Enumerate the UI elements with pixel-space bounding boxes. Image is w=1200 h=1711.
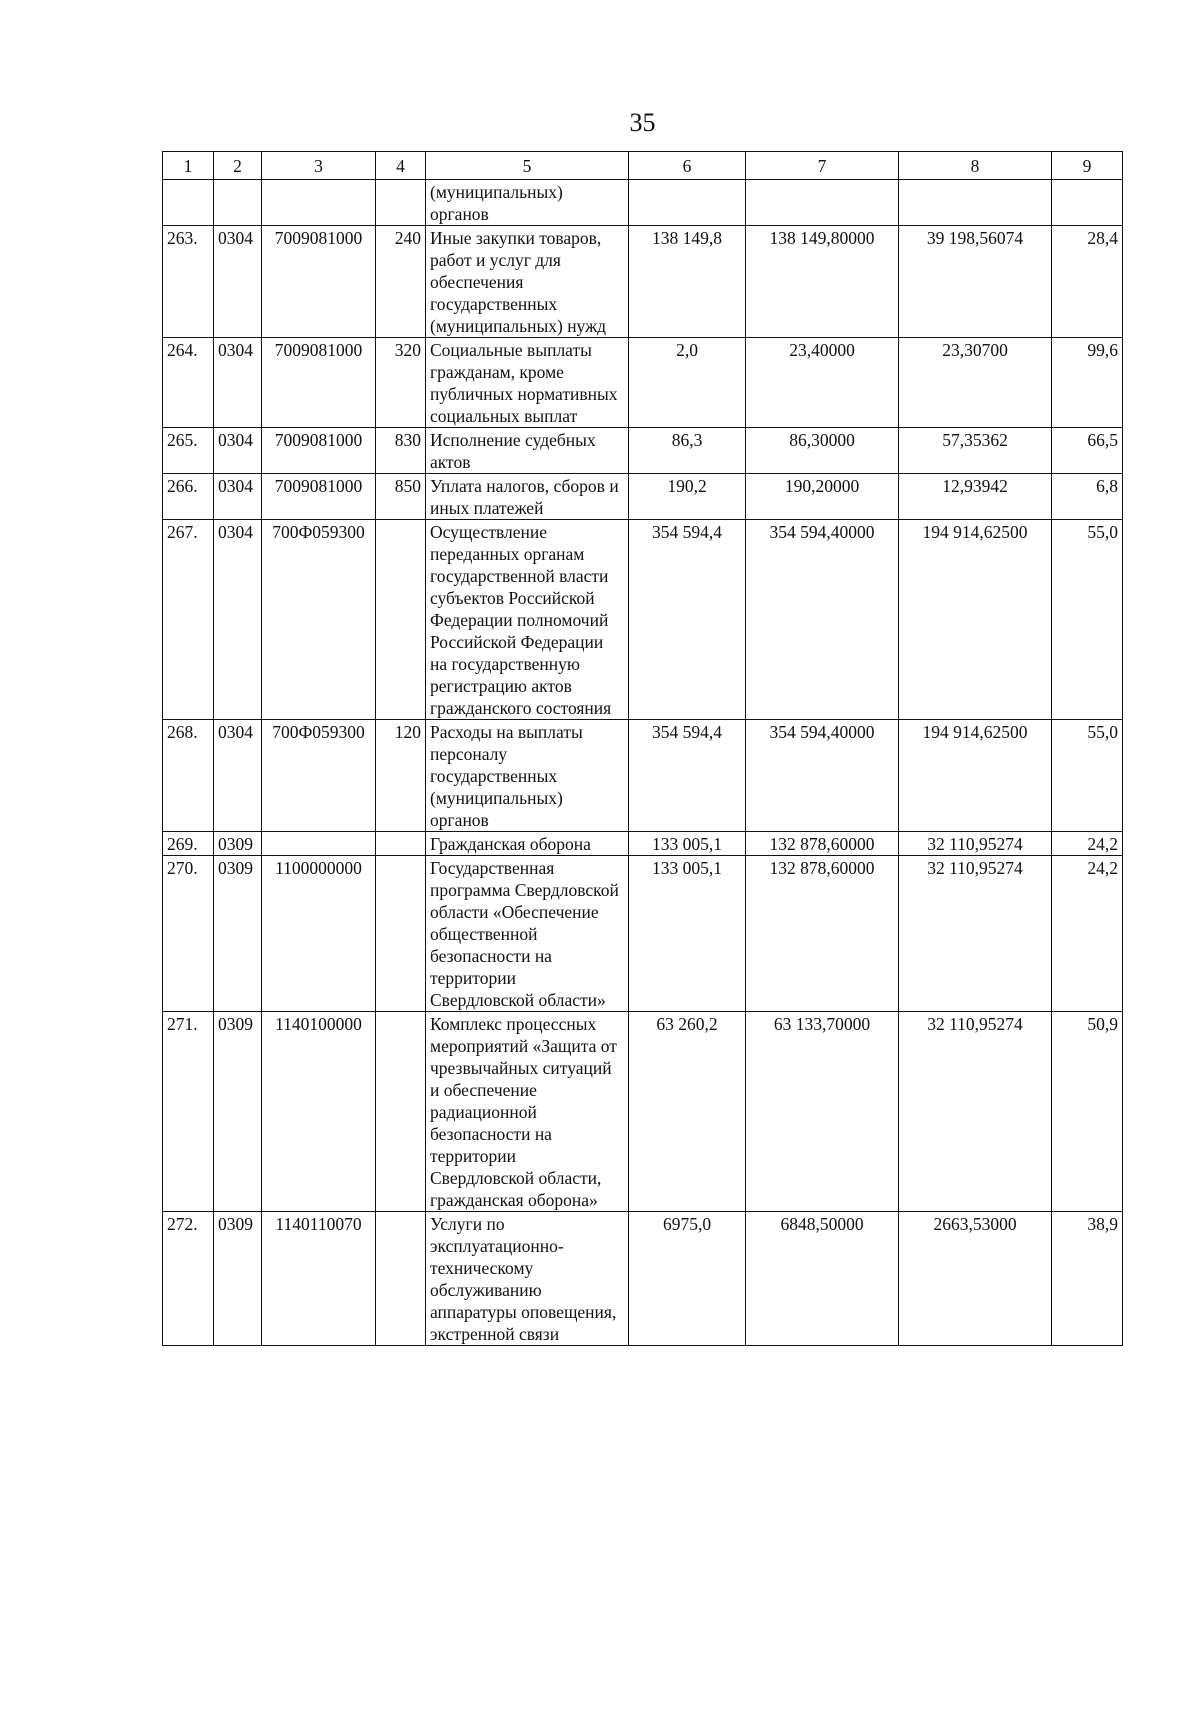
item-name-cell: Расходы на выплаты персоналу государственных (муниципальных) органов: [426, 720, 629, 832]
execution-percent-cell: 24,2: [1052, 856, 1123, 1012]
item-name-cell: Уплата налогов, сборов и иных платежей: [426, 474, 629, 520]
item-name-cell: Гражданская оборона: [426, 832, 629, 856]
row-number-cell: 264.: [163, 338, 214, 428]
item-name-cell: (муниципальных) органов: [426, 180, 629, 226]
column-header: [214, 152, 262, 180]
table-body: [163, 180, 1123, 1346]
section-code-cell: 0304: [214, 520, 262, 720]
row-number-cell: 268.: [163, 720, 214, 832]
executed-amount-cell: 12,93942: [899, 474, 1052, 520]
target-article-cell: 7009081000: [262, 428, 376, 474]
expense-kind-cell: [376, 856, 426, 1012]
approved-amount-cell: 133 005,1: [629, 832, 746, 856]
column-header: [746, 152, 899, 180]
expense-kind-cell: 320: [376, 338, 426, 428]
table-row: [163, 1012, 1123, 1212]
revised-amount-cell: 86,30000: [746, 428, 899, 474]
executed-amount-cell: 32 110,95274: [899, 1012, 1052, 1212]
table-row: [163, 1212, 1123, 1346]
table-row: [163, 720, 1123, 832]
approved-amount-cell: [629, 180, 746, 226]
revised-amount-cell: 132 878,60000: [746, 832, 899, 856]
executed-amount-cell: 194 914,62500: [899, 520, 1052, 720]
approved-amount-cell: 354 594,4: [629, 520, 746, 720]
expense-kind-cell: 120: [376, 720, 426, 832]
approved-amount-cell: 138 149,8: [629, 226, 746, 338]
column-header-label: 4: [396, 155, 405, 176]
expense-kind-cell: [376, 832, 426, 856]
table-row: [163, 832, 1123, 856]
executed-amount-cell: 32 110,95274: [899, 832, 1052, 856]
target-article-cell: 700Ф059300: [262, 520, 376, 720]
item-name-cell: Социальные выплаты гражданам, кроме публичных нормативных социальных выплат: [426, 338, 629, 428]
item-name-cell: Комплекс процессных мероприятий «Защита от чрезвычайных ситуаций и обеспечение радиационной безопасности на территории Свердловской области, гражданская оборона»: [426, 1012, 629, 1212]
section-code-cell: 0304: [214, 428, 262, 474]
target-article-cell: 1100000000: [262, 856, 376, 1012]
column-header-label: 6: [682, 155, 692, 176]
expense-kind-cell: [376, 1212, 426, 1346]
column-header: [899, 152, 1052, 180]
row-number-cell: [163, 180, 214, 226]
approved-amount-cell: 6975,0: [629, 1212, 746, 1346]
approved-amount-cell: 63 260,2: [629, 1012, 746, 1212]
column-header-label: 7: [817, 155, 827, 176]
column-header-label: 9: [1082, 155, 1092, 176]
execution-percent-cell: 66,5: [1052, 428, 1123, 474]
expense-kind-cell: 240: [376, 226, 426, 338]
target-article-cell: [262, 180, 376, 226]
section-code-cell: 0304: [214, 338, 262, 428]
revised-amount-cell: 190,20000: [746, 474, 899, 520]
row-number-cell: 270.: [163, 856, 214, 1012]
expense-kind-cell: [376, 1012, 426, 1212]
revised-amount-cell: 138 149,80000: [746, 226, 899, 338]
expense-kind-cell: 850: [376, 474, 426, 520]
header-row: [163, 152, 1123, 180]
execution-percent-cell: 24,2: [1052, 832, 1123, 856]
row-number-cell: 266.: [163, 474, 214, 520]
executed-amount-cell: 57,35362: [899, 428, 1052, 474]
approved-amount-cell: 2,0: [629, 338, 746, 428]
row-number-cell: 269.: [163, 832, 214, 856]
revised-amount-cell: 354 594,40000: [746, 720, 899, 832]
column-header: [1052, 152, 1123, 180]
item-name-cell: Исполнение судебных актов: [426, 428, 629, 474]
section-code-cell: 0309: [214, 1212, 262, 1346]
target-article-cell: 700Ф059300: [262, 720, 376, 832]
item-name-cell: Услуги по эксплуатационно-техническому обслуживанию аппаратуры оповещения, экстренной связи: [426, 1212, 629, 1346]
expense-kind-cell: [376, 180, 426, 226]
table-row: [163, 856, 1123, 1012]
section-code-cell: [214, 180, 262, 226]
section-code-cell: 0304: [214, 474, 262, 520]
executed-amount-cell: 23,30700: [899, 338, 1052, 428]
item-name-cell: Государственная программа Свердловской области «Обеспечение общественной безопасности на территории Свердловской области»: [426, 856, 629, 1012]
execution-percent-cell: 38,9: [1052, 1212, 1123, 1346]
target-article-cell: 7009081000: [262, 226, 376, 338]
row-number-cell: 271.: [163, 1012, 214, 1212]
section-code-cell: 0304: [214, 226, 262, 338]
section-code-cell: 0309: [214, 856, 262, 1012]
target-article-cell: 7009081000: [262, 338, 376, 428]
table-row: [163, 428, 1123, 474]
column-header-label: 8: [970, 155, 980, 176]
execution-percent-cell: 55,0: [1052, 720, 1123, 832]
section-code-cell: 0309: [214, 832, 262, 856]
executed-amount-cell: 32 110,95274: [899, 856, 1052, 1012]
table-header: [163, 152, 1123, 180]
section-code-cell: 0304: [214, 720, 262, 832]
target-article-cell: 1140110070: [262, 1212, 376, 1346]
revised-amount-cell: 6848,50000: [746, 1212, 899, 1346]
column-header: [426, 152, 629, 180]
row-number-cell: 263.: [163, 226, 214, 338]
item-name-cell: Иные закупки товаров, работ и услуг для обеспечения государственных (муниципальных) нужд: [426, 226, 629, 338]
table-row: [163, 474, 1123, 520]
executed-amount-cell: [899, 180, 1052, 226]
table-row: [163, 180, 1123, 226]
column-header-label: 1: [183, 155, 193, 176]
execution-percent-cell: 99,6: [1052, 338, 1123, 428]
revised-amount-cell: [746, 180, 899, 226]
revised-amount-cell: 354 594,40000: [746, 520, 899, 720]
table-row: [163, 338, 1123, 428]
column-header: [376, 152, 426, 180]
revised-amount-cell: 23,40000: [746, 338, 899, 428]
target-article-cell: [262, 832, 376, 856]
page-number: 35: [629, 108, 656, 137]
column-header: [262, 152, 376, 180]
executed-amount-cell: 194 914,62500: [899, 720, 1052, 832]
target-article-cell: 1140100000: [262, 1012, 376, 1212]
approved-amount-cell: 133 005,1: [629, 856, 746, 1012]
executed-amount-cell: 2663,53000: [899, 1212, 1052, 1346]
target-article-cell: 7009081000: [262, 474, 376, 520]
table-row: [163, 520, 1123, 720]
revised-amount-cell: 132 878,60000: [746, 856, 899, 1012]
approved-amount-cell: 190,2: [629, 474, 746, 520]
item-name-cell: Осуществление переданных органам государственной власти субъектов Российской Федерации полномочий Российской Федерации на государственную регистрацию актов гражданского состояния: [426, 520, 629, 720]
column-header-label: 5: [522, 155, 532, 176]
expense-kind-cell: 830: [376, 428, 426, 474]
executed-amount-cell: 39 198,56074: [899, 226, 1052, 338]
budget-table: [162, 151, 1123, 1346]
row-number-cell: 272.: [163, 1212, 214, 1346]
row-number-cell: 265.: [163, 428, 214, 474]
approved-amount-cell: 354 594,4: [629, 720, 746, 832]
row-number-cell: 267.: [163, 520, 214, 720]
execution-percent-cell: 50,9: [1052, 1012, 1123, 1212]
execution-percent-cell: 28,4: [1052, 226, 1123, 338]
execution-percent-cell: 55,0: [1052, 520, 1123, 720]
column-header: [163, 152, 214, 180]
execution-percent-cell: [1052, 180, 1123, 226]
approved-amount-cell: 86,3: [629, 428, 746, 474]
table-row: [163, 226, 1123, 338]
expense-kind-cell: [376, 520, 426, 720]
revised-amount-cell: 63 133,70000: [746, 1012, 899, 1212]
column-header-label: 3: [314, 155, 323, 176]
execution-percent-cell: 6,8: [1052, 474, 1123, 520]
column-header: [629, 152, 746, 180]
section-code-cell: 0309: [214, 1012, 262, 1212]
column-header-label: 2: [233, 155, 242, 176]
